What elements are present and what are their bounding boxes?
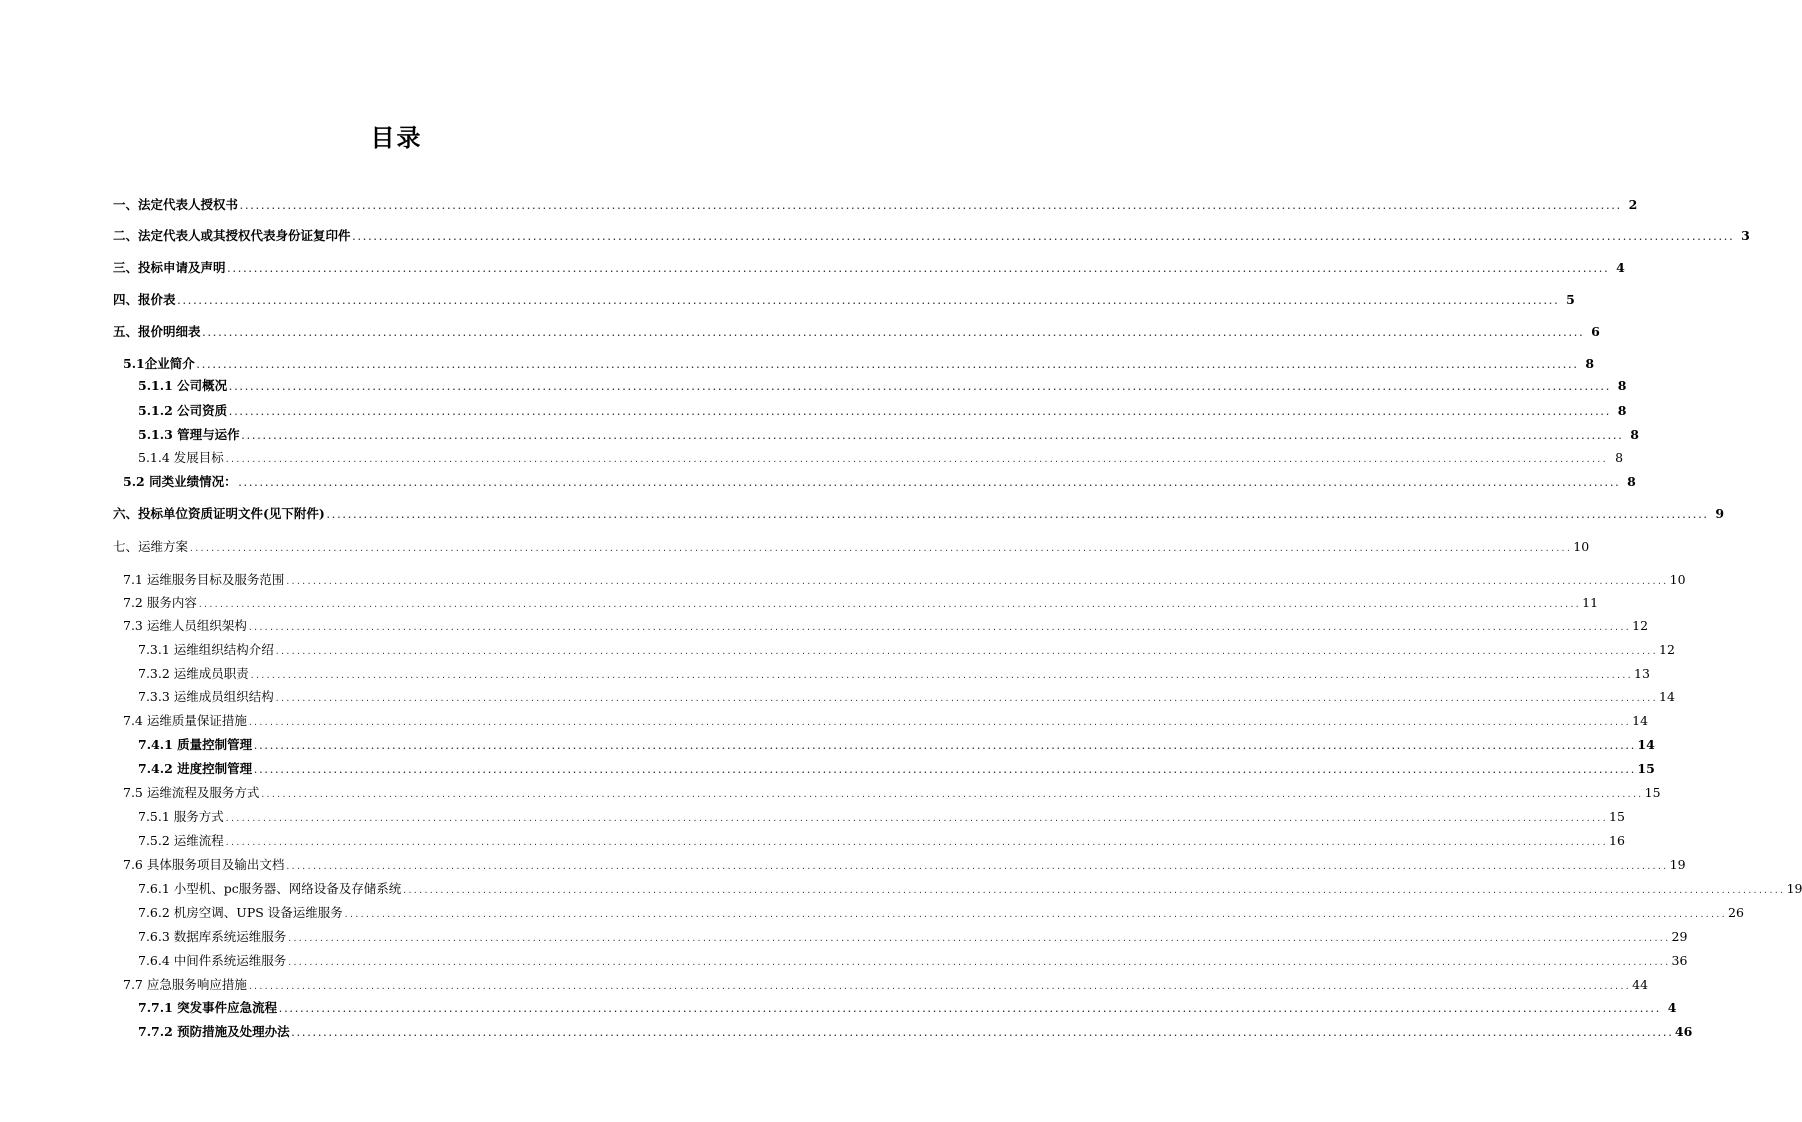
toc-leader-dots: .................................................................................................................................................................................................................................................................... — [239, 202, 1622, 211]
toc-entry-page-number: 36 — [1671, 953, 1688, 968]
toc-entry-page-number: 14 — [1637, 737, 1655, 752]
toc-entry-page-number: 2 — [1628, 197, 1638, 212]
toc-leader-dots: .................................................................................................................................................................................................................................................................... — [285, 862, 1668, 871]
toc-leader-dots: .................................................................................................................................................................................................................................................................... — [285, 577, 1668, 586]
toc-leader-dots: .................................................................................................................................................................................................................................................................... — [247, 718, 1631, 727]
toc-entry-label: 七、运维方案 — [113, 539, 189, 554]
toc-entry-page-number: 8 — [1627, 474, 1636, 489]
toc-entry-page-number: 13 — [1634, 666, 1650, 681]
toc-leader-dots: .................................................................................................................................................................................................................................................................... — [287, 958, 1670, 967]
toc-leader-dots: .................................................................................................................................................................................................................................................................... — [176, 297, 1559, 306]
toc-entry[interactable] — [113, 195, 1638, 215]
toc-leader-dots: .................................................................................................................................................................................................................................................................... — [274, 647, 1658, 656]
toc-entry[interactable] — [138, 640, 1675, 660]
toc-leader-dots: .................................................................................................................................................................................................................................................................... — [226, 265, 1609, 274]
toc-entry-page-number: 15 — [1609, 809, 1625, 824]
toc-entry-page-number: 12 — [1659, 642, 1675, 657]
toc-entry-label: 5.1.4 发展目标 — [138, 450, 224, 465]
toc-entry-page-number: 3 — [1741, 228, 1750, 243]
toc-leader-dots: .................................................................................................................................................................................................................................................................... — [201, 329, 1584, 338]
toc-entry[interactable] — [138, 687, 1675, 707]
toc-leader-dots: .................................................................................................................................................................................................................................................................... — [351, 233, 1734, 242]
toc-entry-page-number: 15 — [1637, 761, 1655, 776]
toc-leader-dots: .................................................................................................................................................................................................................................................................... — [197, 600, 1581, 609]
toc-entry[interactable] — [138, 1022, 1693, 1042]
toc-entry-page-number: 46 — [1674, 1024, 1693, 1039]
toc-entry-page-number: 16 — [1609, 833, 1625, 848]
toc-entry-label: 7.6.1 小型机、pc服务器、网络设备及存储系统 — [138, 881, 402, 896]
toc-entry-page-number: 14 — [1659, 689, 1675, 704]
toc-entry[interactable] — [123, 783, 1661, 803]
toc-entry-label: 三、投标申请及声明 — [113, 260, 226, 275]
toc-leader-dots: .................................................................................................................................................................................................................................................................... — [290, 1029, 1673, 1038]
toc-leader-dots: .................................................................................................................................................................................................................................................................... — [402, 886, 1785, 895]
toc-entry-label: 7.4 运维质量保证措施 — [123, 713, 247, 728]
toc-entry-page-number: 10 — [1669, 572, 1686, 587]
toc-entry[interactable] — [123, 616, 1649, 636]
toc-leader-dots: .................................................................................................................................................................................................................................................................... — [253, 766, 1636, 775]
toc-entry-page-number: 26 — [1728, 905, 1744, 920]
toc-entry-label: 7.2 服务内容 — [123, 595, 197, 610]
toc-leader-dots: .................................................................................................................................................................................................................................................................... — [224, 838, 1608, 847]
toc-entry[interactable] — [138, 879, 1802, 899]
toc-entry-label: 四、报价表 — [113, 292, 176, 307]
toc-entry-label: 5.1.1 公司概况 — [138, 378, 228, 393]
toc-entry-label: 7.4.1 质量控制管理 — [138, 737, 253, 752]
toc-entry-label: 五、报价明细表 — [113, 324, 201, 339]
toc-entry-label: 二、法定代表人或其授权代表身份证复印件 — [113, 228, 351, 243]
toc-entry[interactable] — [123, 472, 1636, 492]
toc-entry-label: 7.3 运维人员组织架构 — [123, 618, 247, 633]
toc-entry[interactable] — [113, 537, 1590, 557]
toc-entry[interactable] — [123, 570, 1686, 590]
toc-entry[interactable] — [138, 998, 1677, 1018]
toc-entry-label: 7.1 运维服务目标及服务范围 — [123, 572, 285, 587]
toc-entry[interactable] — [138, 903, 1744, 923]
toc-entry[interactable] — [138, 425, 1639, 445]
toc-entry-label: 7.6.3 数据库系统运维服务 — [138, 929, 287, 944]
toc-entry-label: 7.6 具体服务项目及输出文档 — [123, 857, 285, 872]
toc-leader-dots: .................................................................................................................................................................................................................................................................... — [274, 694, 1658, 703]
toc-entry-page-number: 10 — [1573, 539, 1590, 554]
toc-entry[interactable] — [113, 290, 1575, 310]
toc-entry-label: 7.7.2 预防措施及处理办法 — [138, 1024, 290, 1039]
toc-entry-label: 7.3.3 运维成员组织结构 — [138, 689, 274, 704]
toc-leader-dots: .................................................................................................................................................................................................................................................................... — [247, 623, 1631, 632]
toc-leader-dots: .................................................................................................................................................................................................................................................................... — [224, 455, 1608, 464]
toc-leader-dots: .................................................................................................................................................................................................................................................................... — [247, 982, 1631, 991]
toc-entry-page-number: 19 — [1786, 881, 1802, 896]
toc-entry-page-number: 44 — [1632, 977, 1649, 992]
toc-entry-label: 7.5 运维流程及服务方式 — [123, 785, 260, 800]
toc-entry[interactable] — [138, 376, 1627, 396]
toc-leader-dots: .................................................................................................................................................................................................................................................................... — [240, 432, 1623, 441]
toc-entry-label: 5.2 同类业绩情况： — [123, 474, 237, 489]
toc-entry-label: 7.6.4 中间件系统运维服务 — [138, 953, 287, 968]
toc-leader-dots: .................................................................................................................................................................................................................................................................... — [343, 910, 1727, 919]
toc-entry[interactable] — [138, 401, 1627, 421]
toc-entry-label: 7.7.1 突发事件应急流程 — [138, 1000, 278, 1015]
toc-entry-label: 六、投标单位资质证明文件(见下附件) — [113, 506, 325, 521]
toc-entry-page-number: 6 — [1591, 324, 1600, 339]
toc-entry-label: 5.1.3 管理与运作 — [138, 427, 240, 442]
page-title: 目录 — [370, 124, 423, 152]
toc-entry[interactable] — [138, 759, 1655, 779]
toc-entry-label: 7.6.2 机房空调、UPS 设备运维服务 — [138, 905, 343, 920]
toc-entry[interactable] — [138, 735, 1655, 755]
toc-entry-page-number: 5 — [1566, 292, 1575, 307]
toc-entry-label: 一、法定代表人授权书 — [113, 197, 239, 212]
toc-entry-label: 5.1企业简介 — [123, 356, 195, 371]
toc-entry[interactable] — [138, 831, 1625, 851]
toc-entry[interactable] — [113, 504, 1725, 524]
toc-entry[interactable] — [138, 927, 1688, 947]
toc-leader-dots: .................................................................................................................................................................................................................................................................... — [249, 671, 1633, 680]
toc-entry[interactable] — [113, 322, 1600, 342]
toc-leader-dots: .................................................................................................................................................................................................................................................................... — [325, 511, 1709, 520]
toc-entry[interactable] — [123, 593, 1599, 613]
toc-entry-page-number: 12 — [1632, 618, 1649, 633]
toc-entry-label: 7.5.2 运维流程 — [138, 833, 224, 848]
toc-leader-dots: .................................................................................................................................................................................................................................................................... — [253, 742, 1636, 751]
toc-entry[interactable] — [138, 664, 1650, 684]
toc-entry[interactable] — [138, 448, 1624, 468]
toc-entry-label: 7.5.1 服务方式 — [138, 809, 224, 824]
toc-entry[interactable] — [123, 975, 1649, 995]
toc-leader-dots: .................................................................................................................................................................................................................................................................... — [228, 408, 1611, 417]
toc-leader-dots: .................................................................................................................................................................................................................................................................... — [287, 934, 1670, 943]
toc-entry[interactable] — [123, 855, 1686, 875]
toc-entry[interactable] — [113, 258, 1625, 278]
toc-entry-label: 7.3.2 运维成员职责 — [138, 666, 249, 681]
toc-entry-page-number: 8 — [1615, 450, 1624, 465]
toc-entry-page-number: 19 — [1669, 857, 1686, 872]
toc-entry[interactable] — [113, 226, 1750, 246]
toc-entry-label: 7.7 应急服务响应措施 — [123, 977, 247, 992]
toc-entry[interactable] — [138, 951, 1688, 971]
toc-leader-dots: .................................................................................................................................................................................................................................................................... — [260, 790, 1643, 799]
toc-entry-page-number: 29 — [1671, 929, 1688, 944]
toc-entry-page-number: 4 — [1667, 1000, 1677, 1015]
toc-entry[interactable] — [123, 354, 1595, 374]
toc-entry-page-number: 14 — [1632, 713, 1649, 728]
toc-entry-page-number: 8 — [1617, 378, 1627, 393]
toc-entry-page-number: 11 — [1582, 595, 1599, 610]
toc-leader-dots: .................................................................................................................................................................................................................................................................... — [237, 479, 1620, 488]
toc-leader-dots: .................................................................................................................................................................................................................................................................... — [224, 814, 1608, 823]
toc-entry[interactable] — [138, 807, 1625, 827]
toc-entry-page-number: 8 — [1630, 427, 1639, 442]
toc-entry-page-number: 8 — [1617, 403, 1627, 418]
toc-leader-dots: .................................................................................................................................................................................................................................................................... — [278, 1005, 1661, 1014]
toc-entry-label: 7.4.2 进度控制管理 — [138, 761, 253, 776]
toc-entry-page-number: 15 — [1644, 785, 1661, 800]
toc-entry-label: 5.1.2 公司资质 — [138, 403, 228, 418]
toc-entry-page-number: 8 — [1585, 356, 1595, 371]
toc-entry[interactable] — [123, 711, 1649, 731]
toc-leader-dots: .................................................................................................................................................................................................................................................................... — [189, 544, 1572, 553]
toc-leader-dots: .................................................................................................................................................................................................................................................................... — [195, 361, 1579, 370]
toc-entry-label: 7.3.1 运维组织结构介绍 — [138, 642, 274, 657]
toc-leader-dots: .................................................................................................................................................................................................................................................................... — [228, 383, 1611, 392]
toc-entry-page-number: 9 — [1715, 506, 1725, 521]
toc-entry-page-number: 4 — [1616, 260, 1625, 275]
